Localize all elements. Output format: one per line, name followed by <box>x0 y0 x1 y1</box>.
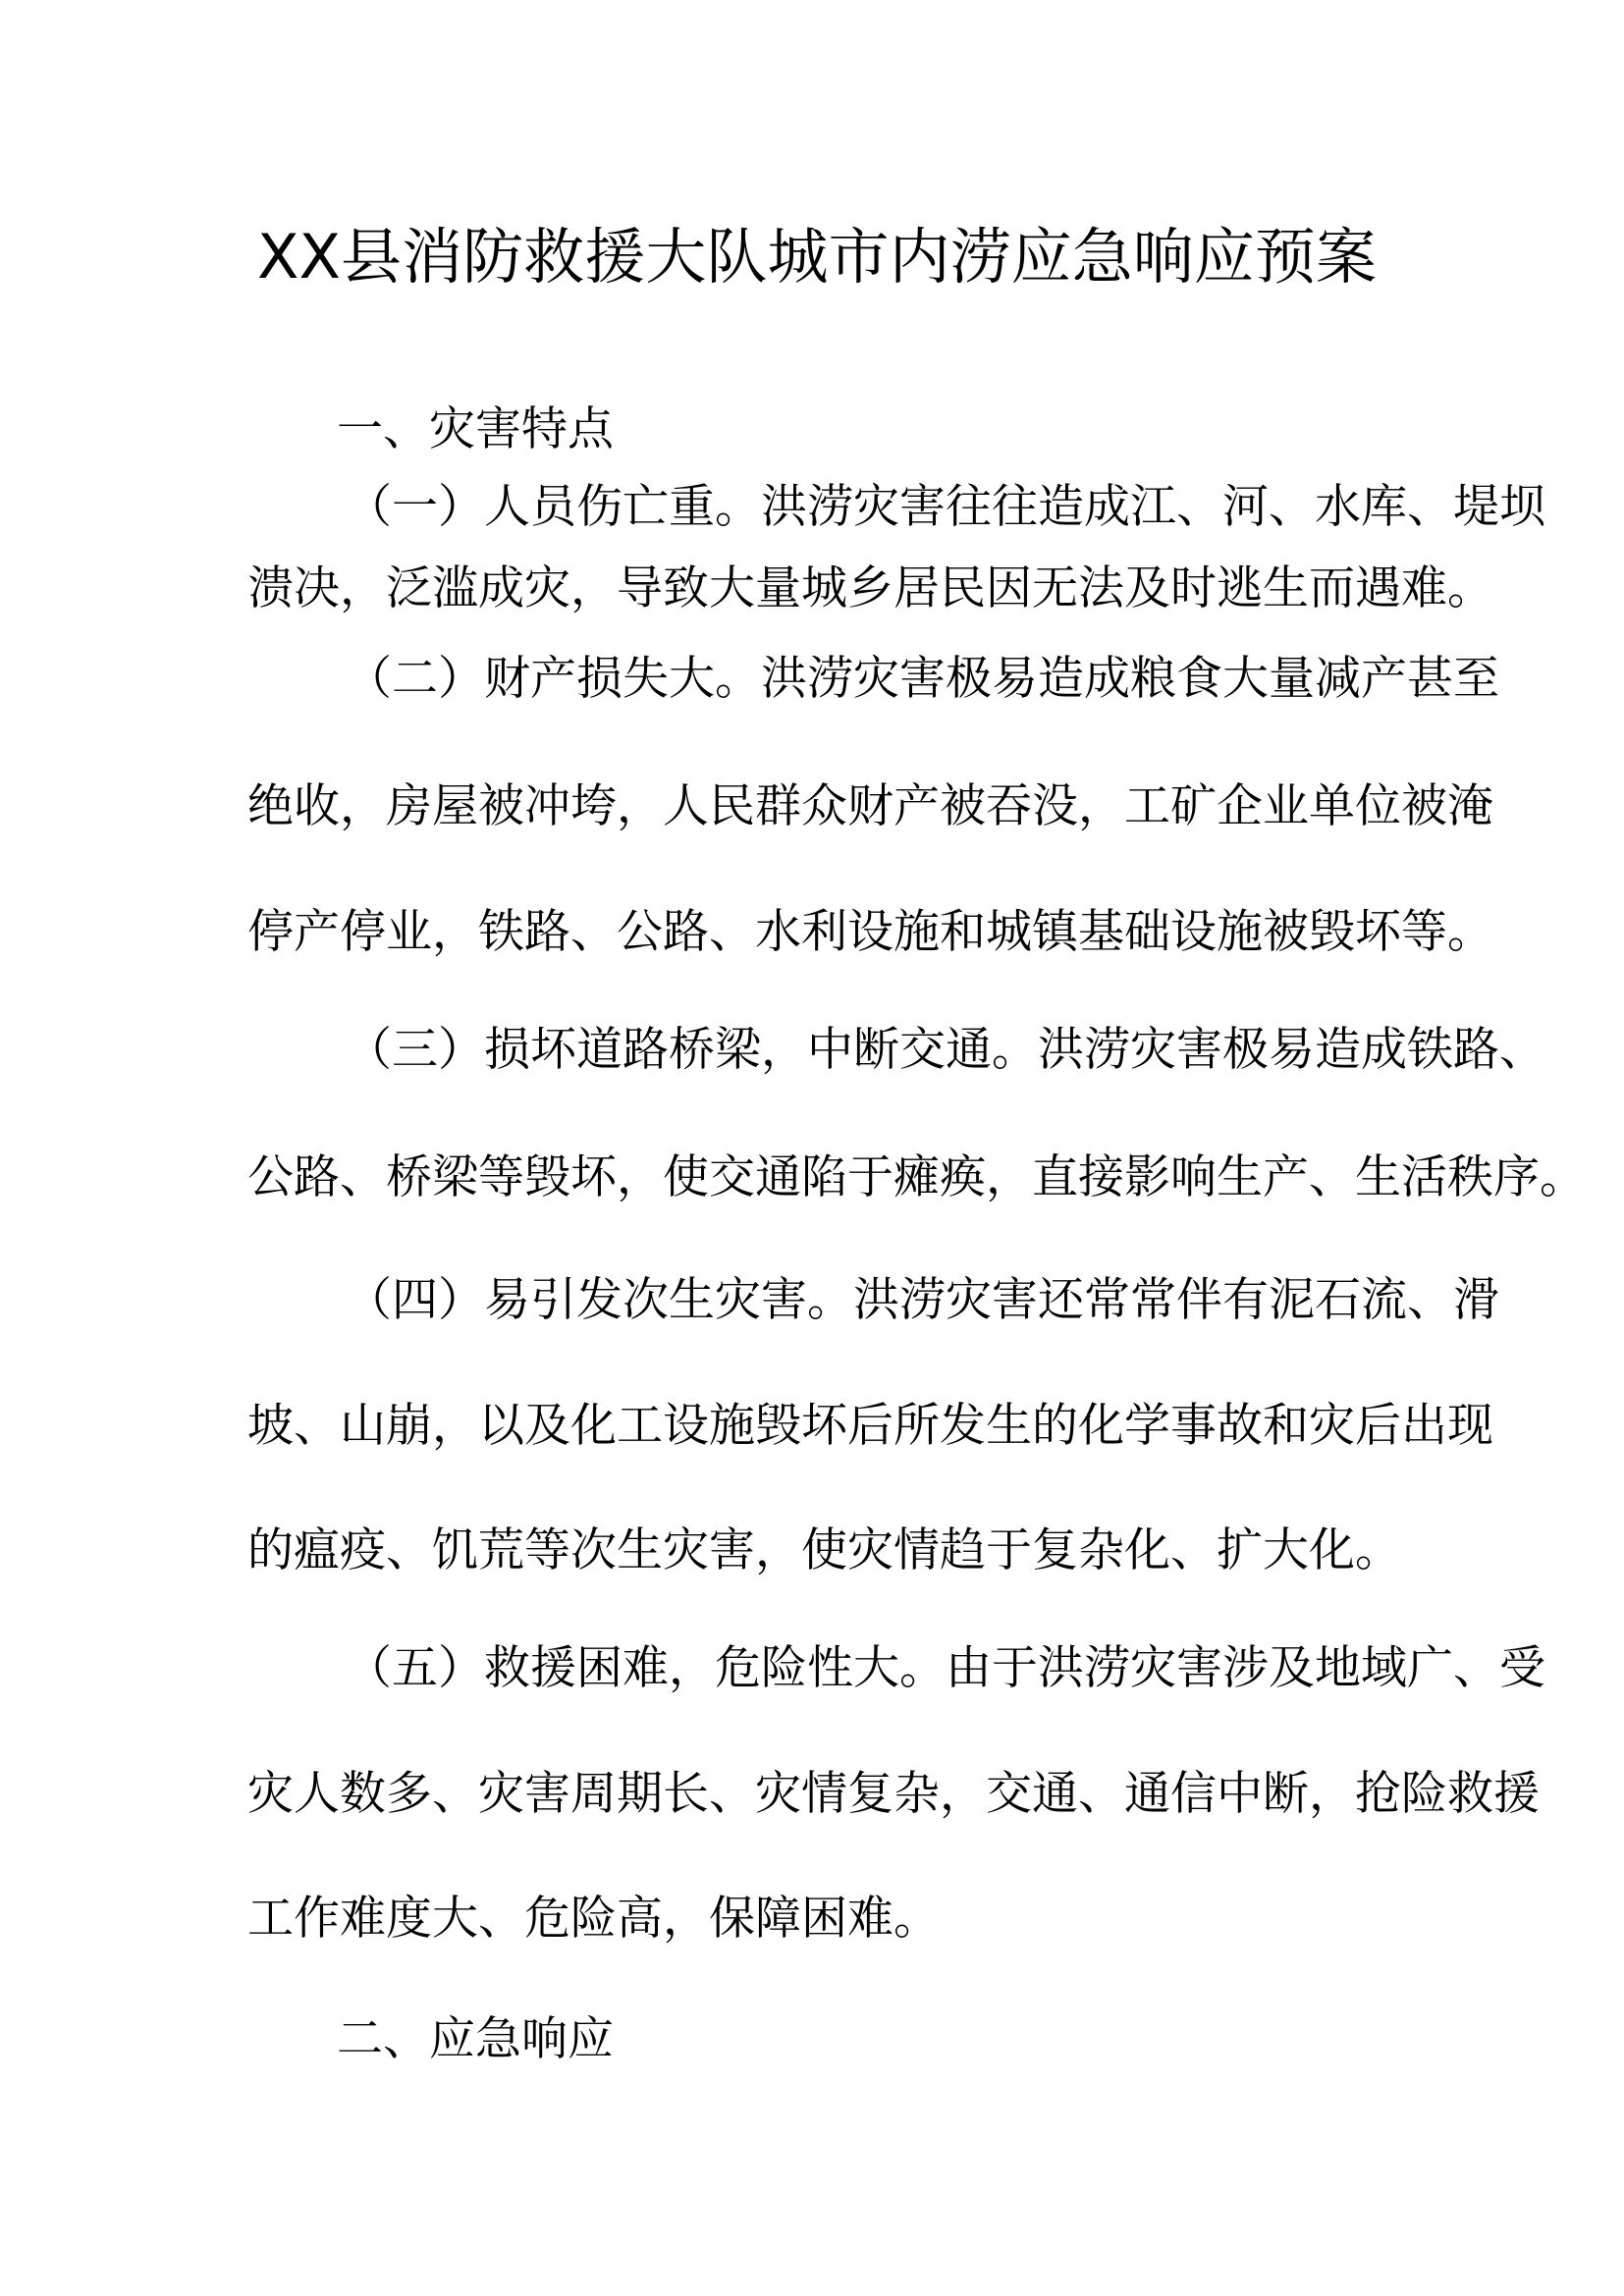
paragraph-line: （五）救援困难，危险性大。由于洪涝灾害涉及地域广、受 <box>346 1641 1545 1695</box>
paragraph-line: （四）易引发次生灾害。洪涝灾害还常常伴有泥石流、滑 <box>346 1273 1499 1327</box>
section-heading-1: 一、灾害特点 <box>337 402 614 456</box>
paragraph-line: 溃决，泛滥成灾，导致大量城乡居民因无法及时逃生而遇难。 <box>247 561 1493 615</box>
paragraph-line: 公路、桥梁等毁坏，使交通陷于瘫痪，直接影响生产、生活秩序。 <box>247 1150 1586 1204</box>
paragraph-line: 工作难度大、危险高，保障困难。 <box>247 1892 940 1946</box>
paragraph-line: （一）人员伤亡重。洪涝灾害往往造成江、河、水库、堤坝 <box>346 480 1545 534</box>
paragraph-line: （三）损坏道路桥梁，中断交通。洪涝灾害极易造成铁路、 <box>346 1023 1545 1077</box>
paragraph-line: 灾人数多、灾害周期长、灾情复杂，交通、通信中断，抢险救援 <box>247 1767 1540 1821</box>
paragraph-line: 坡、山崩，以及化工设施毁坏后所发生的化学事故和灾后出现 <box>247 1399 1493 1453</box>
paragraph-line: 的瘟疫、饥荒等次生灾害，使灾情趋于复杂化、扩大化。 <box>247 1523 1401 1577</box>
paragraph-line: 绝收，房屋被冲垮，人民群众财产被吞没，工矿企业单位被淹 <box>247 779 1493 833</box>
paragraph-line: 停产停业，铁路、公路、水利设施和城镇基础设施被毁坏等。 <box>247 905 1493 959</box>
paragraph-line: （二）财产损失大。洪涝灾害极易造成粮食大量减产甚至 <box>346 652 1499 706</box>
document-title: XX县消防救援大队城市内涝应急响应预案 <box>257 221 1377 293</box>
section-heading-2: 二、应急响应 <box>337 2012 614 2066</box>
